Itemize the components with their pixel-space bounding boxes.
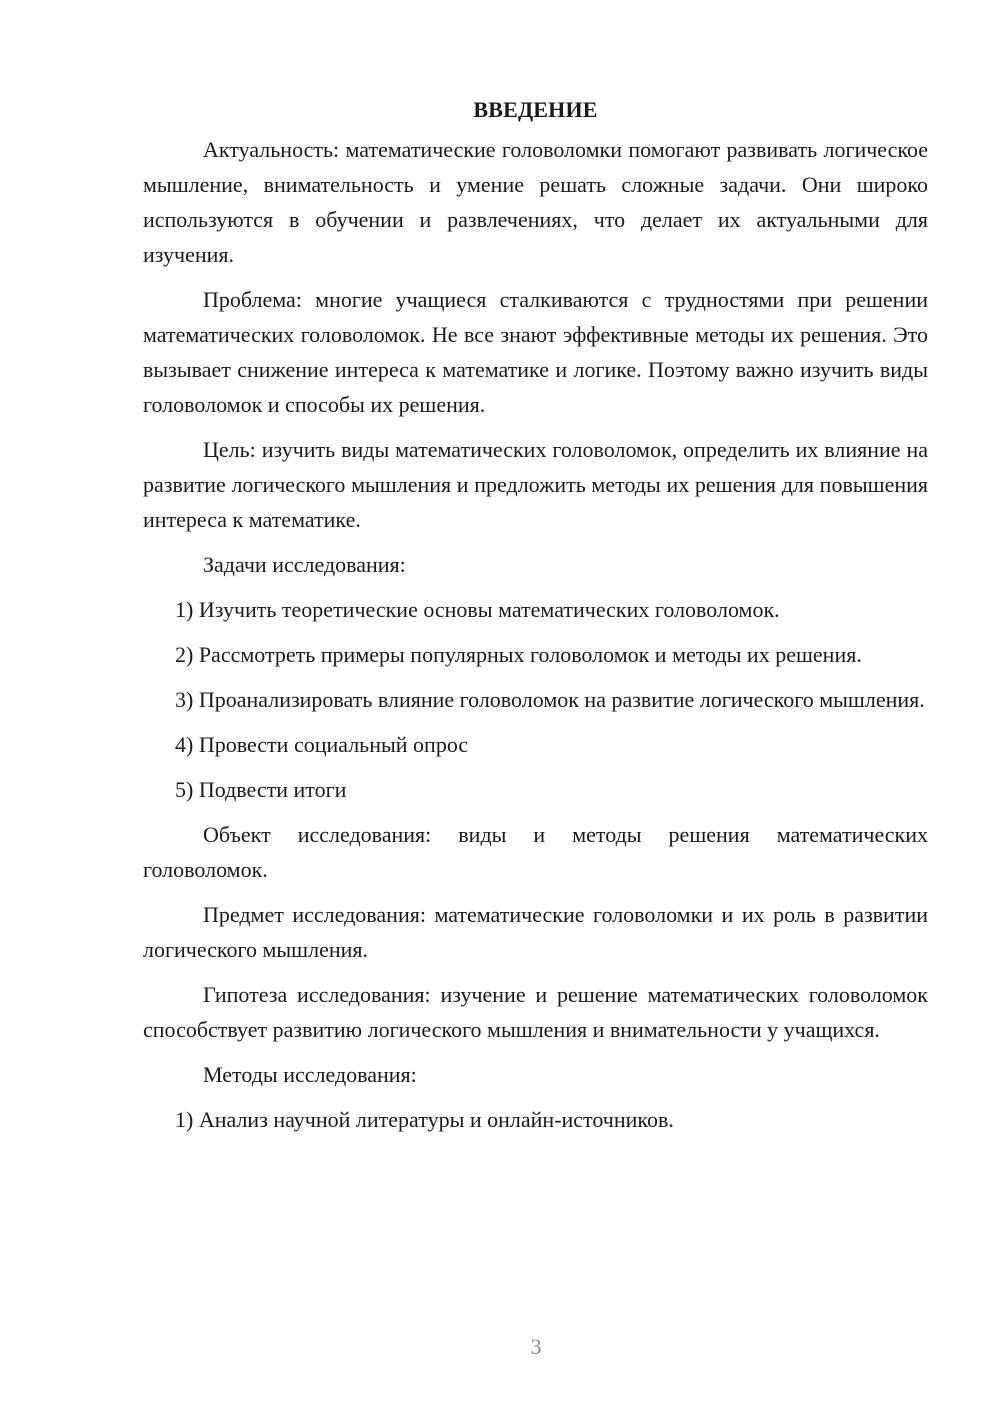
method-item-1: 1) Анализ научной литературы и онлайн-источников. [175,1107,674,1132]
paragraph-relevance: Актуальность: математические головоломки помогают развивать логическое мышление, внимательность и умение решать сложные задачи. Они широко используются в обучении и развлечениях, что делает их актуальными для изучения. [143,137,928,267]
document-body [143,88,928,1147]
task-item-5: 5) Подвести итоги [175,777,347,802]
paragraph-problem: Проблема: многие учащиеся сталкиваются с трудностями при решении математических головоломок. Не все знают эффективные методы их решения. Это вызывает снижение интереса к математике и логике. Поэтому важно изучить виды головоломок и способы их решения. [143,287,928,417]
task-item-2: 2) Рассмотреть примеры популярных головоломок и методы их решения. [175,642,862,667]
paragraph-goal: Цель: изучить виды математических головоломок, определить их влияние на развитие логического мышления и предложить методы их решения для повышения интереса к математике. [143,437,928,532]
task-item-4: 4) Провести социальный опрос [175,732,469,757]
section-heading: ВВЕДЕНИЕ [473,97,598,122]
paragraph-tasks-heading: Задачи исследования: [203,552,406,577]
task-item-1: 1) Изучить теоретические основы математических головоломок. [175,597,780,622]
paragraph-methods-heading: Методы исследования: [203,1062,417,1087]
paragraph-subject: Предмет исследования: математические головоломки и их роль в развитии логического мышления. [143,902,928,962]
page-number: 3 [530,1334,542,1359]
task-item-3: 3) Проанализировать влияние головоломок на развитие логического мышления. [175,687,925,712]
paragraph-object: Объект исследования: виды и методы решения математических головоломок. [143,822,928,882]
paragraph-hypothesis: Гипотеза исследования: изучение и решение математических головоломок способствует развитию логического мышления и внимательности у учащихся. [143,982,928,1042]
